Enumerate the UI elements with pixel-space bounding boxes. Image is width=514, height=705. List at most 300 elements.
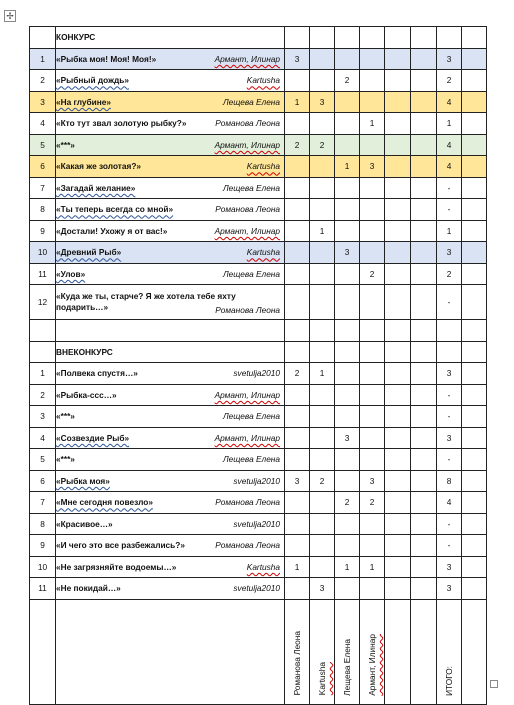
score-cell — [335, 177, 360, 199]
empty-cell — [411, 263, 437, 285]
empty-cell — [385, 199, 411, 221]
score-cell — [335, 285, 360, 320]
score-cell: 3 — [360, 156, 385, 178]
entry-cell — [56, 578, 285, 600]
entry-cell — [56, 513, 285, 535]
score-cell — [285, 242, 310, 264]
empty-cell — [462, 242, 487, 264]
entry-title: «Созвездие Рыб» — [56, 432, 130, 443]
score-cell — [285, 492, 310, 514]
entry-author: Kartusha — [246, 247, 280, 258]
empty-cell — [411, 220, 437, 242]
table-resize-handle[interactable] — [490, 680, 498, 688]
empty-cell — [411, 70, 437, 92]
score-table — [29, 26, 487, 705]
score-cell — [360, 70, 385, 92]
entry-title: «***» — [56, 411, 75, 422]
score-cell — [285, 578, 310, 600]
entry-number: 2 — [30, 70, 56, 92]
entry-cell — [56, 70, 285, 92]
judge-name: Лещева Елена — [342, 638, 352, 696]
entry-row — [30, 470, 487, 492]
empty-cell — [385, 91, 411, 113]
empty-cell — [411, 91, 437, 113]
entry-number: 9 — [30, 535, 56, 557]
entry-row — [30, 48, 487, 70]
total-cell: 4 — [437, 492, 462, 514]
judge-name: Романова Леона — [292, 631, 302, 696]
score-cell — [285, 263, 310, 285]
empty-cell — [385, 177, 411, 199]
empty-cell — [385, 470, 411, 492]
score-cell — [310, 48, 335, 70]
score-cell — [360, 513, 385, 535]
total-cell: - — [437, 449, 462, 471]
entry-cell — [56, 406, 285, 428]
empty-cell — [411, 384, 437, 406]
score-cell — [285, 427, 310, 449]
empty-cell — [385, 156, 411, 178]
entry-row — [30, 363, 487, 385]
entry-number: 12 — [30, 285, 56, 320]
entry-cell — [56, 285, 285, 320]
entry-row — [30, 578, 487, 600]
score-cell: 1 — [335, 156, 360, 178]
score-cell — [310, 113, 335, 135]
entry-number: 11 — [30, 263, 56, 285]
score-cell — [360, 449, 385, 471]
score-cell — [335, 535, 360, 557]
empty-cell — [462, 263, 487, 285]
entry-row — [30, 91, 487, 113]
empty-cell — [462, 134, 487, 156]
entry-title: «Загадай желание» — [56, 182, 136, 193]
entry-author: Романова Леона — [215, 540, 280, 551]
entry-number: 3 — [30, 91, 56, 113]
entry-row — [30, 449, 487, 471]
total-cell: 1 — [437, 113, 462, 135]
empty-cell — [411, 492, 437, 514]
empty-cell — [385, 406, 411, 428]
score-cell — [335, 134, 360, 156]
empty-cell — [385, 449, 411, 471]
empty-cell — [385, 220, 411, 242]
entry-cell — [56, 384, 285, 406]
entry-row — [30, 427, 487, 449]
entry-author: Лещева Елена — [222, 268, 280, 279]
entry-title: «Полвека спустя…» — [56, 368, 138, 379]
total-cell: 3 — [437, 363, 462, 385]
entry-row — [30, 113, 487, 135]
total-cell: - — [437, 384, 462, 406]
entry-title: «Достали! Ухожу я от вас!» — [56, 225, 168, 236]
total-cell: - — [437, 406, 462, 428]
score-cell — [335, 406, 360, 428]
entry-number: 3 — [30, 406, 56, 428]
empty-cell — [385, 556, 411, 578]
score-cell — [360, 242, 385, 264]
total-cell: 2 — [437, 263, 462, 285]
empty-cell — [411, 177, 437, 199]
score-cell — [335, 578, 360, 600]
entry-title: «И чего это все разбежались?» — [56, 540, 185, 551]
entry-row — [30, 285, 487, 320]
entry-title: «Мне сегодня повезло» — [56, 497, 153, 508]
score-cell — [335, 220, 360, 242]
empty-cell — [411, 556, 437, 578]
score-cell — [310, 199, 335, 221]
score-cell: 1 — [335, 556, 360, 578]
empty-cell — [462, 363, 487, 385]
empty-cell — [462, 384, 487, 406]
score-cell — [360, 177, 385, 199]
entry-row — [30, 177, 487, 199]
entry-cell — [56, 535, 285, 557]
empty-cell — [411, 513, 437, 535]
score-cell — [360, 406, 385, 428]
entry-number: 10 — [30, 556, 56, 578]
entry-cell — [56, 199, 285, 221]
empty-cell — [462, 220, 487, 242]
empty-cell — [385, 427, 411, 449]
score-cell: 2 — [360, 492, 385, 514]
entry-cell — [56, 556, 285, 578]
score-cell — [360, 384, 385, 406]
entry-title: «Ты теперь всегда со мной» — [56, 204, 174, 215]
score-cell — [310, 492, 335, 514]
score-cell — [335, 470, 360, 492]
total-cell: 3 — [437, 242, 462, 264]
score-cell — [360, 427, 385, 449]
empty-cell — [411, 113, 437, 135]
empty-cell — [385, 285, 411, 320]
entry-number: 6 — [30, 470, 56, 492]
score-cell — [285, 513, 310, 535]
entry-number: 6 — [30, 156, 56, 178]
entry-row — [30, 156, 487, 178]
entry-author: Армант, Илинар — [214, 225, 280, 236]
entry-title: «Улов» — [56, 268, 86, 279]
score-cell — [310, 156, 335, 178]
empty-cell — [385, 113, 411, 135]
empty-cell — [411, 285, 437, 320]
entry-author: Лещева Елена — [222, 454, 280, 465]
total-cell: - — [437, 285, 462, 320]
score-cell — [285, 199, 310, 221]
entry-author: Романова Леона — [215, 497, 280, 508]
table-move-handle-icon[interactable]: ✢ — [4, 10, 16, 22]
empty-cell — [462, 48, 487, 70]
entry-row — [30, 406, 487, 428]
judges-footer — [30, 599, 487, 704]
score-cell — [310, 285, 335, 320]
section-header — [30, 341, 487, 363]
entry-author: svetulja2010 — [233, 368, 280, 379]
entry-author: Армант, Илинар — [214, 53, 280, 64]
score-cell: 3 — [335, 427, 360, 449]
total-cell: 8 — [437, 470, 462, 492]
score-cell — [335, 48, 360, 70]
score-cell — [360, 363, 385, 385]
entry-cell — [56, 263, 285, 285]
score-cell: 3 — [285, 470, 310, 492]
entry-author: Kartusha — [246, 75, 280, 86]
score-cell: 1 — [310, 363, 335, 385]
score-cell — [360, 220, 385, 242]
entry-number: 11 — [30, 578, 56, 600]
entry-row — [30, 242, 487, 264]
total-cell: 4 — [437, 134, 462, 156]
entry-cell — [56, 492, 285, 514]
entry-cell — [56, 470, 285, 492]
score-cell: 2 — [310, 470, 335, 492]
entry-number: 1 — [30, 363, 56, 385]
entry-row — [30, 134, 487, 156]
entry-cell — [56, 220, 285, 242]
empty-cell — [462, 113, 487, 135]
entry-row — [30, 535, 487, 557]
empty-cell — [462, 406, 487, 428]
empty-cell — [411, 363, 437, 385]
score-cell — [285, 220, 310, 242]
empty-cell — [411, 449, 437, 471]
entry-author: Лещева Елена — [222, 96, 280, 107]
score-cell — [310, 242, 335, 264]
score-cell: 1 — [285, 91, 310, 113]
entry-title: «Не загрязняйте водоемы…» — [56, 561, 177, 572]
score-cell — [310, 406, 335, 428]
score-cell: 1 — [285, 556, 310, 578]
entry-number: 5 — [30, 134, 56, 156]
entry-author: Романова Леона — [215, 118, 280, 129]
entry-row — [30, 513, 487, 535]
score-cell — [310, 535, 335, 557]
entry-row — [30, 199, 487, 221]
score-cell — [285, 406, 310, 428]
total-cell: 3 — [437, 578, 462, 600]
entry-author: Армант, Илинар — [214, 139, 280, 150]
entry-row — [30, 263, 487, 285]
score-cell — [285, 156, 310, 178]
score-cell — [310, 427, 335, 449]
empty-cell — [411, 406, 437, 428]
empty-cell — [411, 578, 437, 600]
judge-name: Армант, Илинар — [367, 633, 377, 696]
score-cell: 1 — [360, 556, 385, 578]
empty-cell — [462, 427, 487, 449]
entry-author: svetulja2010 — [233, 518, 280, 529]
section-title: КОНКУРС — [56, 27, 285, 49]
score-cell — [285, 449, 310, 471]
empty-cell — [411, 427, 437, 449]
entry-number: 9 — [30, 220, 56, 242]
score-cell — [335, 91, 360, 113]
empty-cell — [385, 384, 411, 406]
total-cell: - — [437, 177, 462, 199]
entry-author: Лещева Елена — [222, 411, 280, 422]
empty-cell — [411, 470, 437, 492]
entry-row — [30, 70, 487, 92]
empty-cell — [462, 556, 487, 578]
score-cell: 1 — [360, 113, 385, 135]
entry-cell — [56, 242, 285, 264]
empty-cell — [411, 199, 437, 221]
score-cell — [360, 48, 385, 70]
entry-number: 4 — [30, 427, 56, 449]
score-cell: 2 — [285, 134, 310, 156]
entry-title: «Кто тут звал золотую рыбку?» — [56, 118, 187, 129]
section-header — [30, 27, 487, 49]
empty-cell — [385, 535, 411, 557]
entry-author: Kartusha — [246, 161, 280, 172]
entry-title: «На глубине» — [56, 96, 112, 107]
entry-title: «Какая же золотая?» — [56, 161, 142, 172]
score-cell: 2 — [335, 70, 360, 92]
entry-title: «Рыбка-ссс…» — [56, 389, 117, 400]
score-cell — [360, 91, 385, 113]
entry-author: Романова Леона — [215, 204, 280, 215]
judge-name: Kartusha — [317, 662, 327, 696]
empty-cell — [385, 242, 411, 264]
entry-cell — [56, 449, 285, 471]
total-cell: 1 — [437, 220, 462, 242]
total-cell: 3 — [437, 48, 462, 70]
score-cell: 3 — [310, 578, 335, 600]
score-cell — [360, 285, 385, 320]
score-cell: 1 — [310, 220, 335, 242]
entry-number: 4 — [30, 113, 56, 135]
score-cell — [285, 285, 310, 320]
empty-cell — [411, 48, 437, 70]
empty-cell — [385, 492, 411, 514]
empty-cell — [462, 470, 487, 492]
entry-number: 7 — [30, 492, 56, 514]
entry-author: Kartusha — [246, 561, 280, 572]
entry-number: 7 — [30, 177, 56, 199]
score-cell — [360, 134, 385, 156]
empty-cell — [411, 242, 437, 264]
empty-cell — [462, 449, 487, 471]
empty-cell — [385, 134, 411, 156]
score-cell — [360, 535, 385, 557]
empty-cell — [411, 535, 437, 557]
score-cell — [335, 363, 360, 385]
score-cell — [310, 449, 335, 471]
score-cell — [335, 199, 360, 221]
entry-title: «***» — [56, 139, 75, 150]
empty-cell — [462, 513, 487, 535]
score-cell — [310, 513, 335, 535]
entry-cell — [56, 91, 285, 113]
empty-cell — [462, 177, 487, 199]
empty-cell — [462, 70, 487, 92]
entry-author: svetulja2010 — [233, 475, 280, 486]
entry-number: 8 — [30, 513, 56, 535]
total-cell: 2 — [437, 70, 462, 92]
score-cell — [335, 513, 360, 535]
score-cell — [310, 556, 335, 578]
score-cell: 3 — [310, 91, 335, 113]
section-title: ВНЕКОНКУРС — [56, 341, 285, 363]
entry-cell — [56, 363, 285, 385]
entry-cell — [56, 113, 285, 135]
entry-number: 2 — [30, 384, 56, 406]
score-cell — [285, 177, 310, 199]
score-cell — [285, 384, 310, 406]
entry-title: «Рыбный дождь» — [56, 75, 129, 86]
score-cell — [360, 578, 385, 600]
empty-cell — [462, 199, 487, 221]
entry-cell — [56, 427, 285, 449]
score-cell: 3 — [360, 470, 385, 492]
entry-row — [30, 556, 487, 578]
entry-title: «Красивое…» — [56, 518, 113, 529]
total-cell: 3 — [437, 427, 462, 449]
entry-title: «Куда же ты, старче? Я же хотела тебе яхту подарить…» — [56, 291, 236, 312]
entry-row — [30, 492, 487, 514]
empty-cell — [462, 535, 487, 557]
score-cell — [310, 384, 335, 406]
entry-title: «Рыбка моя! Моя! Моя!» — [56, 53, 157, 64]
score-cell — [335, 113, 360, 135]
score-cell: 3 — [285, 48, 310, 70]
entry-author: Лещева Елена — [222, 182, 280, 193]
score-cell — [285, 113, 310, 135]
entry-author: Романова Леона — [215, 305, 280, 315]
empty-cell — [385, 48, 411, 70]
score-cell — [310, 70, 335, 92]
empty-cell — [385, 363, 411, 385]
total-cell: - — [437, 199, 462, 221]
empty-cell — [385, 70, 411, 92]
empty-cell — [411, 134, 437, 156]
entry-number: 5 — [30, 449, 56, 471]
entry-row — [30, 220, 487, 242]
empty-cell — [385, 513, 411, 535]
score-cell: 2 — [335, 492, 360, 514]
empty-cell — [462, 492, 487, 514]
total-cell: - — [437, 535, 462, 557]
empty-cell — [462, 156, 487, 178]
entry-title: «***» — [56, 454, 75, 465]
score-cell — [310, 263, 335, 285]
entry-cell — [56, 156, 285, 178]
score-cell: 2 — [360, 263, 385, 285]
entry-author: Армант, Илинар — [214, 432, 280, 443]
score-cell: 2 — [310, 134, 335, 156]
total-cell: 3 — [437, 556, 462, 578]
entry-number: 1 — [30, 48, 56, 70]
total-cell: 4 — [437, 91, 462, 113]
score-cell — [335, 449, 360, 471]
total-cell: 4 — [437, 156, 462, 178]
entry-title: «Не покидай…» — [56, 583, 121, 594]
total-header: ИТОГО: — [444, 665, 454, 696]
entry-cell — [56, 134, 285, 156]
entry-title: «Древний Рыб» — [56, 247, 122, 258]
empty-cell — [462, 578, 487, 600]
entry-author: svetulja2010 — [233, 583, 280, 594]
entry-number: 8 — [30, 199, 56, 221]
spacer-row — [30, 320, 487, 342]
score-cell — [360, 199, 385, 221]
score-cell — [285, 535, 310, 557]
score-cell — [285, 70, 310, 92]
score-cell: 2 — [285, 363, 310, 385]
empty-cell — [462, 285, 487, 320]
empty-cell — [385, 578, 411, 600]
entry-cell — [56, 48, 285, 70]
